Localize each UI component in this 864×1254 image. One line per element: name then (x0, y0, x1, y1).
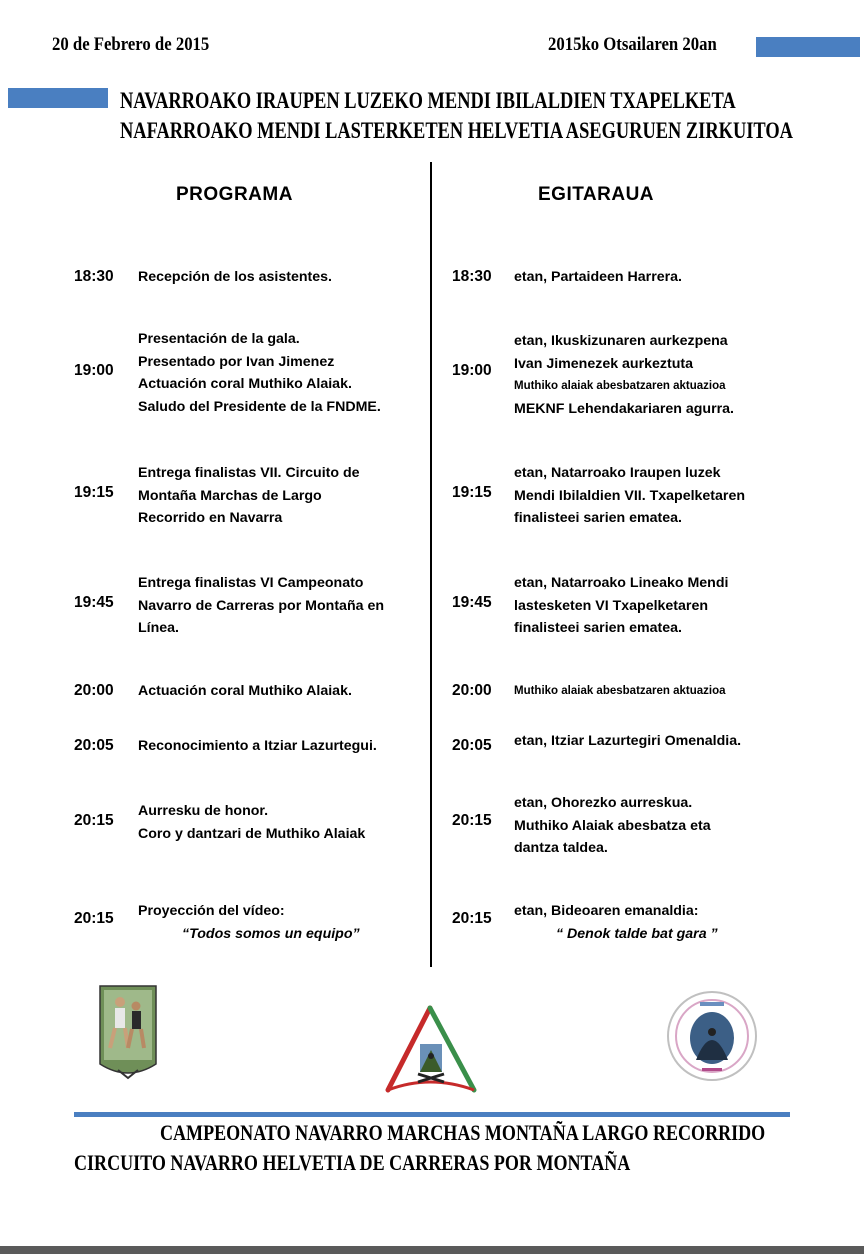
item-desc: Recepción de los asistentes. (138, 269, 332, 285)
item-desc: etan, Bideoaren emanaldia: “ Denok talde bat gara ” (514, 903, 718, 942)
programa-heading: PROGRAMA (176, 184, 293, 205)
page-bottom-edge (0, 1246, 864, 1254)
footer-accent-bar (74, 1112, 790, 1117)
item-desc: Aurresku de honor. Coro y dantzari de Muthiko Alaiak (138, 803, 366, 842)
title-line-1: NAVARROAKO IRAUPEN LUZEKO MENDI IBILALDIEN TXAPELKETA (120, 88, 736, 113)
item-time: 19:00 (74, 362, 114, 379)
item-time: 20:15 (452, 910, 492, 927)
item-time: 18:30 (452, 268, 492, 285)
title-line-2: NAFARROAKO MENDI LASTERKETEN HELVETIA ASEGURUEN ZIRKUITOA (120, 118, 793, 143)
item-desc: Entrega finalistas VII. Circuito de Montaña Marchas de Largo Recorrido en Navarra (138, 465, 360, 527)
accent-bar-left (8, 88, 108, 108)
item-time: 19:15 (452, 484, 492, 501)
item-desc: Actuación coral Muthiko Alaiak. (138, 683, 352, 699)
item-desc: etan, Itziar Lazurtegiri Omenaldia. (514, 733, 742, 749)
date-spanish: 20 de Febrero de 2015 (52, 34, 210, 55)
column-divider (430, 162, 432, 967)
item-time: 20:15 (452, 812, 492, 829)
item-desc: etan, Natarroako Iraupen luzek Mendi Ibilaldien VII. Txapelketaren finalisteei sarien ematea. (514, 465, 746, 527)
item-desc: Entrega finalistas VI Campeonato Navarro de Carreras por Montaña en Línea. (138, 575, 384, 637)
circular-event-logo (666, 990, 758, 1082)
egitaraua-heading: EGITARAUA (538, 184, 655, 205)
item-time: 19:45 (452, 594, 492, 611)
footer-line-2: CIRCUITO NAVARRO HELVETIA DE CARRERAS POR MONTAÑA (74, 1150, 631, 1175)
item-time: 19:45 (74, 594, 114, 611)
item-time: 20:05 (74, 737, 114, 754)
item-time: 20:05 (452, 737, 492, 754)
accent-bar-top-right (756, 37, 860, 57)
item-desc: etan, Ikuskizunaren aurkezpena Ivan Jimenezek aurkeztuta Muthiko alaiak abesbatzaren aktuazioa MEKNF Lehendakariaren agurra. (514, 333, 734, 417)
item-desc: Muthiko alaiak abesbatzaren aktuazioa (514, 685, 726, 697)
item-time: 18:30 (74, 268, 114, 285)
item-time: 19:15 (74, 484, 114, 501)
item-desc: etan, Natarroako Lineako Mendi lastesketen VI Txapelketaren finalisteei sarien ematea. (514, 575, 729, 637)
item-time: 20:15 (74, 812, 114, 829)
item-desc: etan, Ohorezko aurreskua. Muthiko Alaiak abesbatza eta dantza taldea. (514, 795, 711, 857)
item-time: 20:00 (452, 682, 492, 699)
item-time: 19:00 (452, 362, 492, 379)
footer-line-1: CAMPEONATO NAVARRO MARCHAS MONTAÑA LARGO RECORRIDO (160, 1120, 766, 1145)
mountain-federation-logo (384, 1004, 478, 1096)
item-desc: Proyección del vídeo: “Todos somos un equipo” (138, 903, 360, 942)
runners-shield-logo (98, 984, 158, 1082)
item-desc: etan, Partaideen Harrera. (514, 269, 682, 285)
item-time: 20:00 (74, 682, 114, 699)
item-desc: Presentación de la gala. Presentado por Ivan Jimenez Actuación coral Muthiko Alaiak. Saludo del Presidente de la FNDME. (138, 331, 381, 415)
date-basque: 2015ko Otsailaren 20an (548, 34, 717, 55)
item-desc: Reconocimiento a Itziar Lazurtegui. (138, 738, 377, 754)
item-time: 20:15 (74, 910, 114, 927)
